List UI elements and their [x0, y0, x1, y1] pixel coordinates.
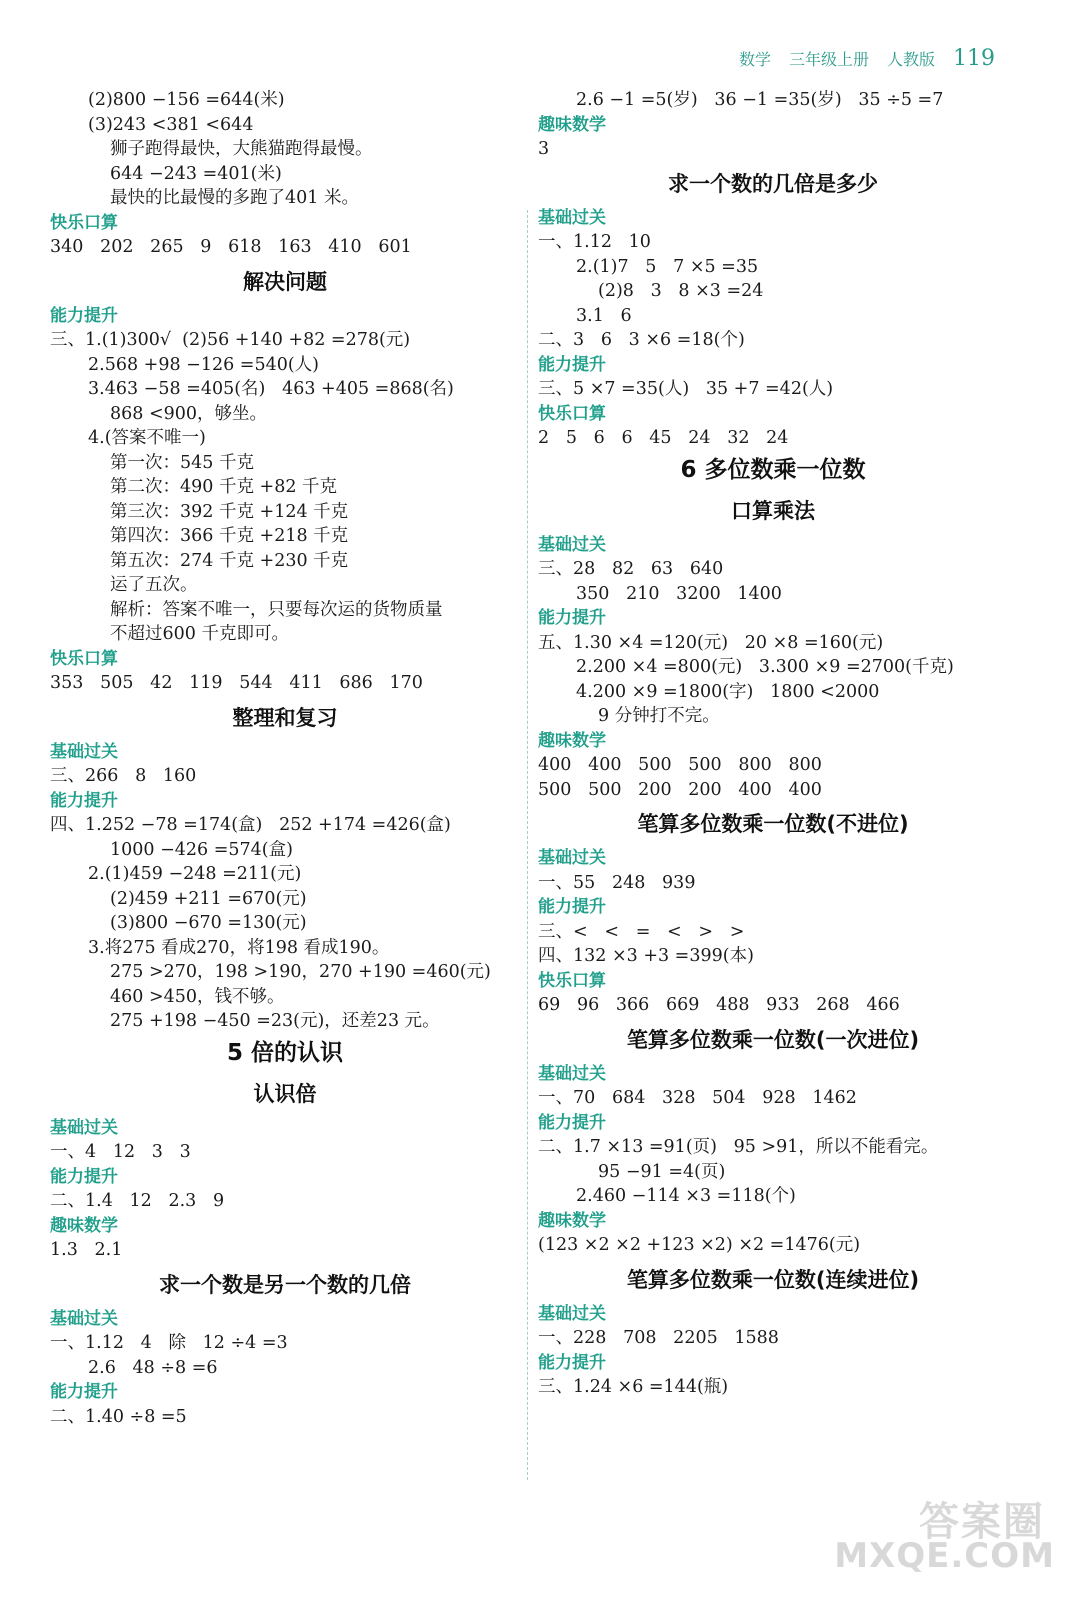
answer-line: 3.1 6	[576, 305, 632, 326]
answer-line: 275 >270，198 >190，270 +190 =460(元)	[110, 962, 491, 982]
answer-line: 2.460 −114 ×3 =118(个)	[576, 1186, 796, 1206]
watermark-logo	[834, 1490, 1055, 1576]
section-label: 趣味数学	[538, 1210, 606, 1231]
answer-line: 二、1.40 ÷8 =5	[50, 1406, 187, 1427]
answer-line: 一、70 684 328 504 928 1462	[538, 1088, 857, 1108]
answer-line: 运了五次。	[110, 575, 198, 595]
answer-line: 3.将275 看成270，将198 看成190。	[88, 937, 390, 958]
answer-line: 1.3 2.1	[50, 1240, 123, 1260]
answer-line: 868 <900，够坐。	[110, 403, 268, 424]
answer-line: 353 505 42 119 544 411 686 170	[50, 673, 423, 693]
answer-line: 460 >450，钱不够。	[110, 986, 285, 1007]
answer-line: 三、5 ×7 =35(人) 35 +7 =42(人)	[538, 379, 834, 399]
answer-line: 2.(1)7 5 7 ×5 =35	[576, 256, 759, 277]
answer-line: 三、1.24 ×6 =144(瓶)	[538, 1377, 729, 1397]
section-label: 能力提升	[50, 790, 118, 811]
answer-line: 500 500 200 200 400 400	[538, 779, 822, 800]
answer-line: 一、228 708 2205 1588	[538, 1328, 779, 1348]
answer-line: 第四次：366 千克 +218 千克	[110, 526, 349, 546]
answer-line: 644 −243 =401(米)	[110, 163, 282, 184]
answer-line: 解析：答案不唯一，只要每次运的货物质量	[110, 599, 443, 620]
section-label: 快乐口算	[538, 970, 606, 991]
answer-line: 4.(答案不唯一)	[88, 428, 206, 448]
answer-line: 五、1.30 ×4 =120(元) 20 ×8 =160(元)	[538, 632, 884, 653]
answer-line: 三、266 8 160	[50, 766, 197, 786]
section-label: 快乐口算	[50, 648, 118, 669]
answer-line: 340 202 265 9 618 163 410 601	[50, 237, 412, 257]
answer-line: 最快的比最慢的多跑了401 米。	[110, 188, 359, 208]
lesson-title: 认识倍	[253, 1081, 317, 1106]
section-label: 能力提升	[50, 305, 118, 326]
answer-line: 3.463 −58 =405(名) 463 +405 =868(名)	[88, 379, 454, 399]
answer-line: 四、132 ×3 +3 =399(本)	[538, 946, 754, 966]
answer-line: 一、55 248 939	[538, 872, 696, 893]
answer-line: 不超过600 千克即可。	[110, 624, 289, 644]
lesson-title: 整理和复习	[232, 705, 338, 730]
section-label: 能力提升	[538, 1112, 606, 1133]
section-label: 基础过关	[538, 1303, 606, 1324]
lesson-title: 解决问题	[243, 269, 327, 294]
answer-line: 4.200 ×9 =1800(字) 1800 <2000	[576, 681, 880, 702]
lesson-title: 口算乘法	[731, 498, 815, 523]
answer-line: (123 ×2 ×2 +123 ×2) ×2 =1476(元)	[538, 1235, 861, 1255]
running-header	[739, 46, 995, 71]
answer-line: 四、1.252 −78 =174(盒) 252 +174 =426(盒)	[50, 815, 451, 835]
section-label: 能力提升	[538, 1352, 606, 1373]
section-label: 能力提升	[538, 608, 606, 628]
section-label: 基础过关	[538, 534, 606, 555]
answer-line: 3	[538, 139, 550, 159]
section-label: 趣味数学	[538, 730, 606, 751]
section-label: 基础过关	[538, 1063, 606, 1084]
answer-line: 三、< < = < > >	[538, 921, 745, 942]
answer-line: (3)800 −670 =130(元)	[110, 913, 307, 933]
lesson-title: 笔算多位数乘一位数(一次进位)	[626, 1027, 920, 1052]
section-label: 快乐口算	[538, 403, 606, 424]
answer-line: 2.200 ×4 =800(元) 3.300 ×9 =2700(千克)	[576, 657, 954, 677]
section-label: 能力提升	[538, 897, 606, 917]
lesson-title: 求一个数的几倍是多少	[668, 171, 878, 196]
answer-line: (2)8 3 8 ×3 =24	[598, 281, 764, 301]
answer-line: (2)800 −156 =644(米)	[88, 90, 285, 110]
answer-line: 275 +198 −450 =23(元)，还差23 元。	[110, 1011, 440, 1031]
header-edition: 人教版	[886, 50, 935, 69]
answer-line: 二、1.4 12 2.3 9	[50, 1191, 225, 1211]
chapter-title: 6 多位数乘一位数	[680, 456, 866, 483]
section-label: 基础过关	[538, 848, 606, 868]
answer-line: (3)243 <381 <644	[88, 114, 254, 135]
answer-line: 第三次：392 千克 +124 千克	[110, 501, 349, 522]
section-label: 趣味数学	[538, 114, 606, 135]
answer-line: 1000 −426 =574(盒)	[110, 839, 293, 860]
watermark-url: MXQE.COM	[834, 1536, 1055, 1576]
section-label: 趣味数学	[50, 1215, 118, 1236]
section-label: 基础过关	[50, 1308, 118, 1329]
section-label: 能力提升	[50, 1166, 118, 1187]
lesson-title: 求一个数是另一个数的几倍	[159, 1272, 411, 1297]
answer-line: 2.(1)459 −248 =211(元)	[88, 864, 302, 884]
answer-line: 69 96 366 669 488 933 268 466	[538, 995, 900, 1015]
answer-line: 三、1.(1)300√ (2)56 +140 +82 =278(元)	[50, 330, 411, 350]
answer-line: 95 −91 =4(页)	[598, 1161, 726, 1182]
answer-line: 2 5 6 6 45 24 32 24	[538, 428, 789, 448]
answer-line: 第一次：545 千克	[110, 452, 254, 473]
answer-line: 一、4 12 3 3	[50, 1142, 191, 1162]
answer-line: 二、3 6 3 ×6 =18(个)	[538, 330, 745, 350]
answer-line: 三、28 82 63 640	[538, 559, 724, 579]
column-divider	[527, 210, 528, 1480]
right-column	[538, 88, 1008, 1400]
header-subject: 数学	[738, 50, 771, 69]
section-label: 基础过关	[538, 207, 606, 228]
section-label: 快乐口算	[50, 212, 118, 233]
answer-line: 一、1.12 10	[538, 232, 651, 252]
chapter-title: 5 倍的认识	[226, 1039, 343, 1066]
answer-line: 2.6 48 ÷8 =6	[88, 1357, 218, 1378]
section-label: 能力提升	[50, 1382, 118, 1402]
answer-line: 狮子跑得最快，大熊猫跑得最慢。	[110, 139, 373, 159]
answer-line: 二、1.7 ×13 =91(页) 95 >91，所以不能看完。	[538, 1137, 939, 1157]
section-label: 能力提升	[538, 354, 606, 375]
section-label: 基础过关	[50, 1117, 118, 1138]
left-column	[50, 88, 520, 1429]
lesson-title: 笔算多位数乘一位数(不进位)	[637, 812, 909, 836]
answer-line: 2.6 −1 =5(岁) 36 −1 =35(岁) 35 ÷5 =7	[576, 90, 944, 110]
answer-line: 400 400 500 500 800 800	[538, 755, 822, 775]
answer-line: 9 分钟打不完。	[598, 706, 720, 726]
answer-line: 第五次：274 千克 +230 千克	[110, 550, 349, 571]
answer-line: 第二次：490 千克 +82 千克	[110, 477, 338, 497]
watermark-mark: 答案圈	[919, 1499, 1045, 1545]
answer-line: 一、1.12 4 除 12 ÷4 =3	[50, 1333, 288, 1353]
section-label: 基础过关	[50, 741, 118, 762]
answer-line: 2.568 +98 −126 =540(人)	[88, 354, 320, 375]
page-number: 119	[953, 46, 995, 71]
answer-line: 350 210 3200 1400	[576, 583, 782, 604]
lesson-title: 笔算多位数乘一位数(连续进位)	[626, 1267, 920, 1292]
answer-line: (2)459 +211 =670(元)	[110, 888, 307, 909]
header-grade: 三年级上册	[788, 50, 869, 69]
